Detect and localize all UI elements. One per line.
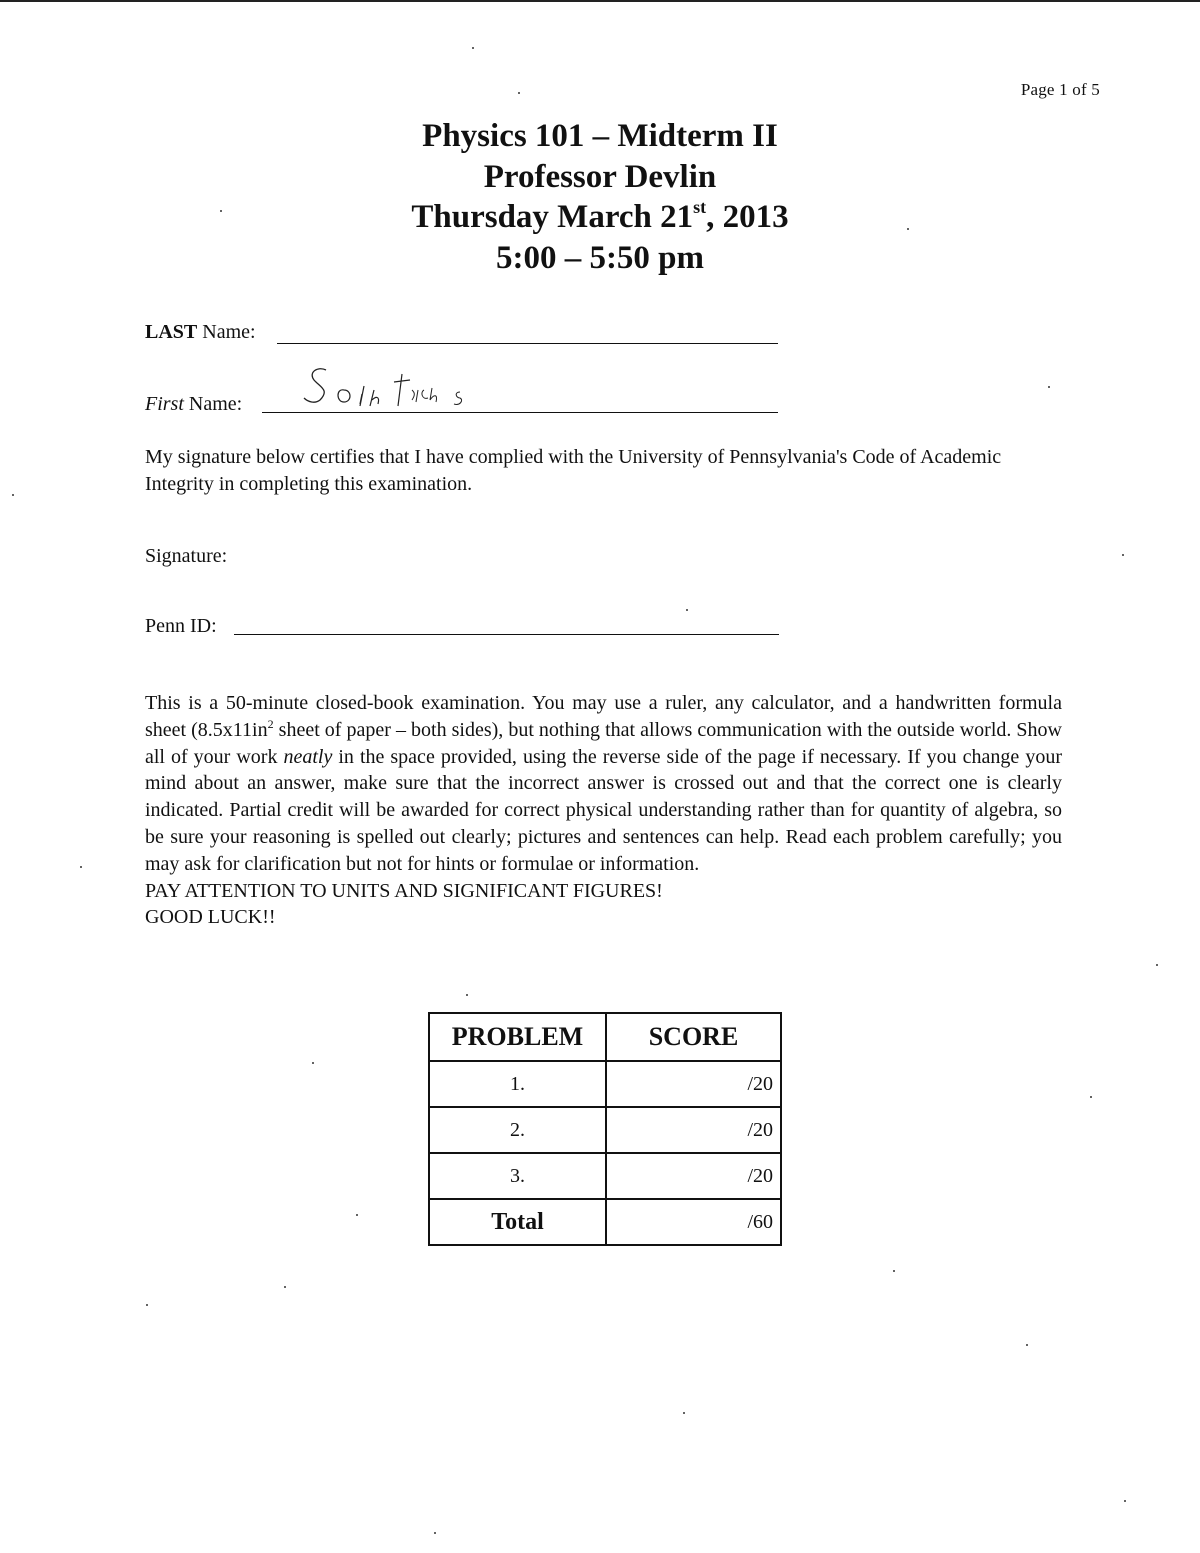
score-table-header-row <box>429 1013 781 1061</box>
exam-date: Thursday March 21st, 2013 <box>411 197 789 235</box>
problem-number: 3. <box>429 1153 606 1199</box>
scan-speck <box>80 866 82 868</box>
scan-speck <box>356 1214 358 1216</box>
problem-number: 1. <box>429 1061 606 1107</box>
course-title: Physics 101 – Midterm II <box>422 118 778 154</box>
last-name-field[interactable] <box>277 343 778 344</box>
scan-speck <box>434 1532 436 1534</box>
scan-speck <box>1122 554 1124 556</box>
penn-id-label: Penn ID: <box>145 615 217 637</box>
handwriting-drawing <box>300 360 480 416</box>
table-row <box>429 1107 781 1153</box>
table-row <box>429 1153 781 1199</box>
scan-edge-line <box>0 0 1200 2</box>
signature-field[interactable] <box>250 540 778 570</box>
exam-title-block <box>300 116 900 278</box>
total-score: /60 <box>606 1199 781 1245</box>
problem-score: /20 <box>606 1153 781 1199</box>
scan-speck <box>907 228 909 230</box>
page-indicator: Page 1 of 5 <box>1020 80 1100 99</box>
first-name-handwritten-value <box>300 360 480 416</box>
problem-column-header: PROBLEM <box>429 1013 606 1061</box>
scan-speck <box>1026 1344 1028 1346</box>
instructions-paragraph: This is a 50-minute closed-book examination. You may use a ruler, any calculator, and a handwritten formula sheet ($8.5x11in^2$ sheet of paper – both sides), but nothing that allows communication with the outside world. Show all of your work neatly in the space provided, using the reverse side of the page if necessary. If you change your mind about an answer, make sure that the incorrect answer is crossed out and that the correct one is clearly indicated. Partial credit will be awarded for correct physical understanding rather than for quantity of algebra, so be sure your reasoning is spelled out clearly; pictures and sentences can help. Read each problem carefully; you may ask for clarification but not for hints or formulae or information. <box>145 692 1062 875</box>
units-warning: PAY ATTENTION TO UNITS AND SIGNIFICANT FIGURES! <box>145 879 663 902</box>
problem-score: /20 <box>606 1061 781 1107</box>
scan-speck <box>683 1412 685 1414</box>
scan-speck <box>1124 1500 1126 1502</box>
table-row <box>429 1061 781 1107</box>
scan-speck <box>12 494 14 496</box>
first-name-label: First Name: <box>145 393 243 415</box>
scan-speck <box>1156 964 1158 966</box>
scan-speck <box>472 47 474 49</box>
exam-time: 5:00 – 5:50 pm <box>495 239 705 276</box>
good-luck: GOOD LUCK!! <box>145 906 276 929</box>
scan-speck <box>284 1286 286 1288</box>
scan-speck <box>466 994 468 996</box>
score-table <box>428 1012 782 1246</box>
problem-number: 2. <box>429 1107 606 1153</box>
scan-speck <box>893 1270 895 1272</box>
scan-speck <box>312 1062 314 1064</box>
last-name-label: LAST Name: <box>145 321 256 343</box>
scan-speck <box>1048 386 1050 388</box>
scan-speck <box>686 609 688 611</box>
scan-speck <box>220 210 222 212</box>
integrity-statement: My signature below certifies that I have complied with the University of Pennsylvania's Code of Academic Integrity in completing this examination. <box>145 446 1002 495</box>
total-row <box>429 1199 781 1245</box>
scan-speck <box>1090 1096 1092 1098</box>
professor-name: Professor Devlin <box>483 158 717 195</box>
total-label: Total <box>429 1199 606 1245</box>
exam-instructions <box>145 690 1062 931</box>
score-column-header: SCORE <box>606 1013 781 1061</box>
penn-id-field[interactable] <box>234 634 779 635</box>
scan-speck <box>146 1304 148 1306</box>
signature-label: Signature: <box>145 545 228 567</box>
problem-score: /20 <box>606 1107 781 1153</box>
scan-speck <box>518 92 520 94</box>
